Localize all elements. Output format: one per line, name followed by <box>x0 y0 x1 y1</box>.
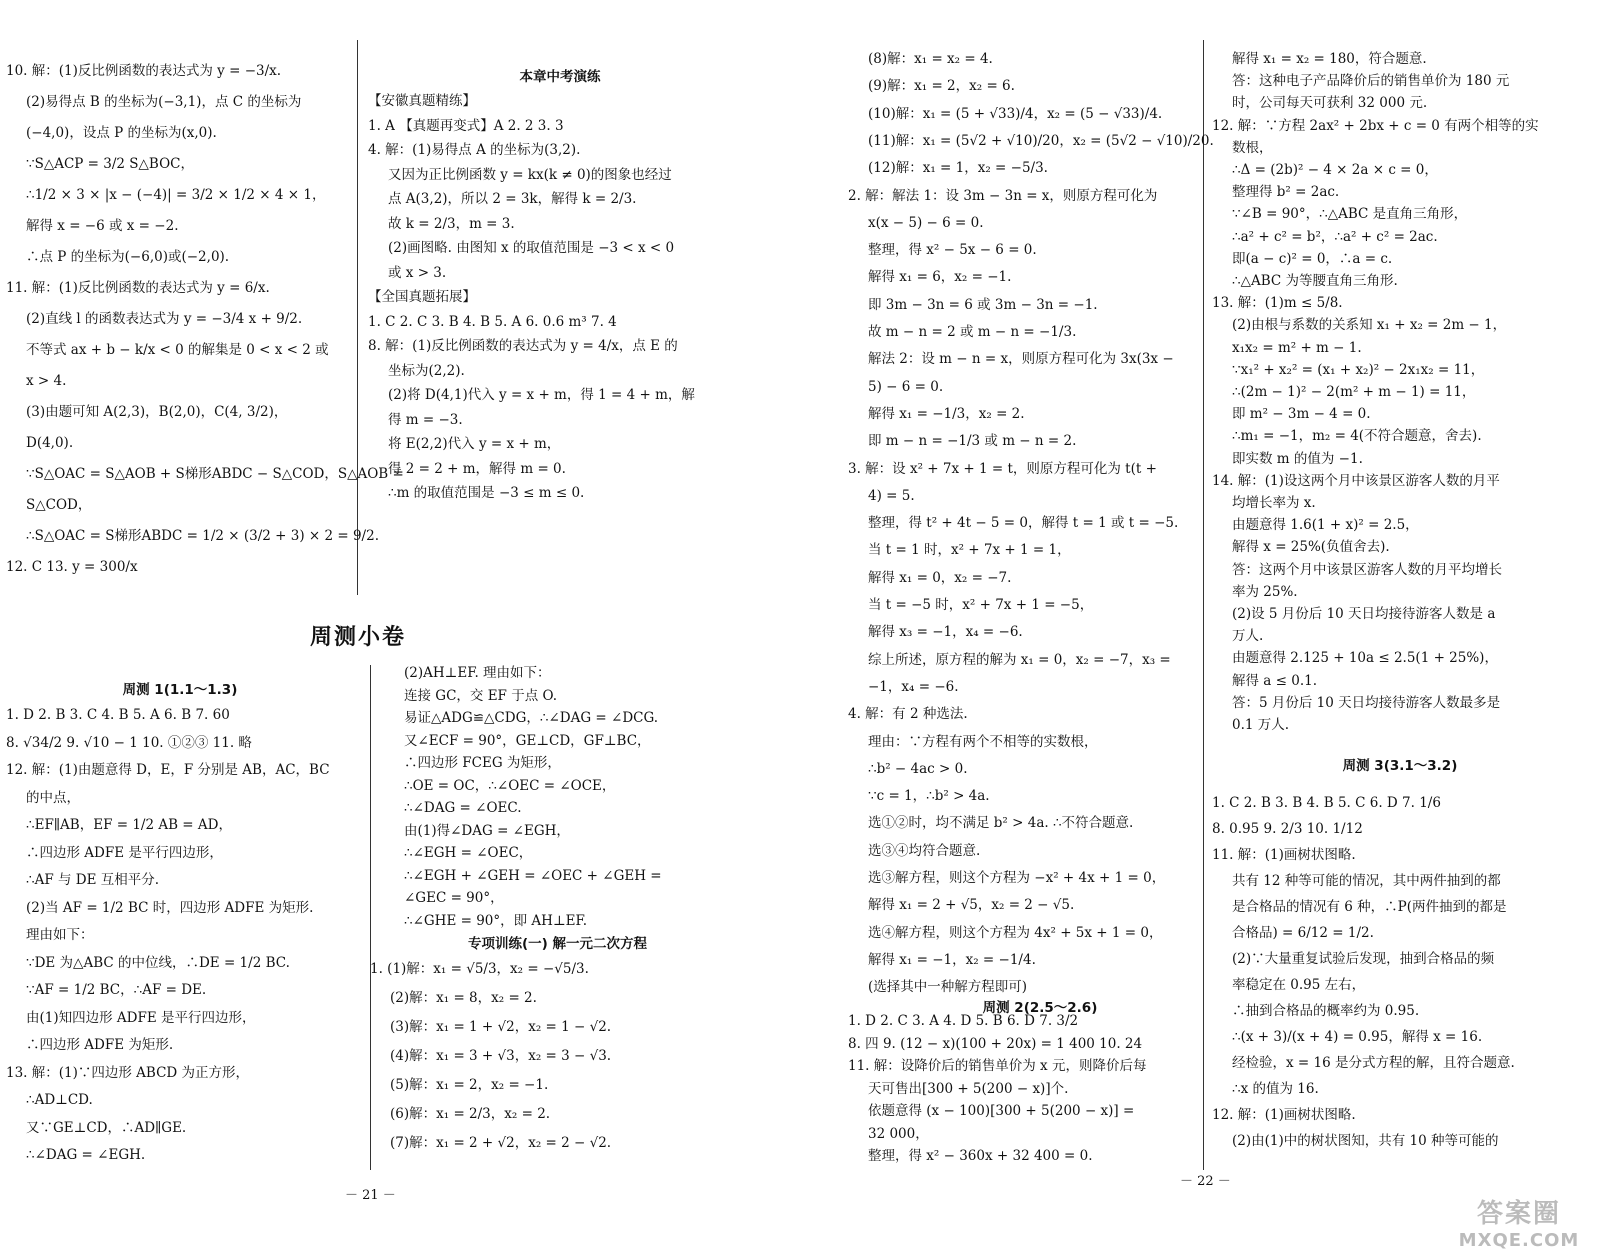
text-line: 4) = 5. <box>868 487 915 504</box>
watermark-logo: 答案圈 MXQE.COM <box>1458 1199 1580 1251</box>
text-line: 14. 解：(1)设这两个月中该景区游客人数的月平 <box>1212 472 1500 489</box>
text-line: 0.1 万人. <box>1232 717 1290 733</box>
text-line: 即实数 m 的值为 −1. <box>1232 450 1363 467</box>
text-line: ∴抽到合格品的概率约为 0.95. <box>1232 1003 1420 1019</box>
text-line: (5)解：x₁ = 2，x₂ = −1. <box>390 1077 549 1093</box>
text-line: S△COD， <box>26 497 92 513</box>
text-line: 答：这种电子产品降价后的销售单价为 180 元 <box>1232 73 1510 90</box>
weekly-test-3-heading: 周测 3(3.1～3.2) <box>1342 758 1458 774</box>
text-line: 的中点， <box>26 789 80 806</box>
text-line: ∵AF = 1/2 BC，∴AF = DE. <box>26 982 207 998</box>
text-line: (2)∵大量重复试验后发现，抽到合格品的频 <box>1232 951 1495 967</box>
text-line: 当 t = −5 时，x² + 7x + 1 = −5， <box>868 597 1094 613</box>
text-line: 【安徽真题精练】 <box>368 93 476 109</box>
text-line: 坐标为(2,2). <box>388 362 465 379</box>
text-line: 即(a − c)² = 0，∴a = c. <box>1232 250 1393 267</box>
text-line: (选择其中一种解方程即可) <box>868 979 1028 996</box>
text-line: 天可售出[300 + 5(200 − x)]个. <box>868 1080 1069 1097</box>
text-line: ∴1/2 × 3 × |x − (−4)| = 3/2 × 1/2 × 4 × 1， <box>26 187 326 203</box>
text-line: x₁x₂ = m² + m − 1. <box>1232 339 1362 356</box>
text-line: 综上所述，原方程的解为 x₁ = 0，x₂ = −7，x₃ = <box>868 651 1171 668</box>
text-line: 5) − 6 = 0. <box>868 378 944 395</box>
text-line: ∵S△ACP = 3/2 S△BOC， <box>26 156 194 172</box>
text-line: 4. 解：(1)易得点 A 的坐标为(3,2). <box>368 142 581 158</box>
text-line: ∴点 P 的坐标为(−6,0)或(−2,0). <box>26 249 230 265</box>
text-line: (−4,0)，设点 P 的坐标为(x,0). <box>26 125 217 141</box>
text-line: 经检验，x = 16 是分式方程的解，且符合题意. <box>1232 1055 1515 1071</box>
text-line: 答：这两个月中该景区游客人数的月平均增长 <box>1232 561 1502 578</box>
text-line: (2)当 AF = 1/2 BC 时，四边形 ADFE 为矩形. <box>26 899 314 916</box>
text-line: 易证△ADG≌△CDG，∴∠DAG = ∠DCG. <box>404 710 659 726</box>
text-line: ∴四边形 FCEG 为矩形， <box>404 755 561 771</box>
text-line: 1. D 2. C 3. A 4. D 5. B 6. D 7. 3/2 <box>848 1013 1079 1029</box>
text-line: (7)解：x₁ = 2 + √2，x₂ = 2 − √2. <box>390 1135 612 1151</box>
text-line: ∵c = 1，∴b² > 4a. <box>868 788 990 805</box>
text-line: 合格品) = 6/12 = 1/2. <box>1232 925 1374 941</box>
text-line: ∴m 的取值范围是 −3 ≤ m ≤ 0. <box>388 485 585 501</box>
text-line: 解得 x = 25%(负值舍去). <box>1232 539 1390 556</box>
text-line: ∵∠B = 90°，∴△ABC 是直角三角形， <box>1232 206 1468 223</box>
text-line: 1. C 2. B 3. B 4. B 5. C 6. D 7. 1/6 <box>1212 795 1441 811</box>
text-line: ∴AD⊥CD. <box>26 1092 93 1108</box>
text-line: 不等式 ax + b − k/x < 0 的解集是 0 < x < 2 或 <box>26 342 329 358</box>
text-line: ∴OE = OC，∴∠OEC = ∠OCE， <box>404 777 616 794</box>
text-line: 解得 x₃ = −1，x₄ = −6. <box>868 624 1023 641</box>
text-line: 即 m² − 3m − 4 = 0. <box>1232 406 1371 423</box>
text-line: 解得 x₁ = −1/3，x₂ = 2. <box>868 405 1025 422</box>
right-page <box>800 0 1600 1257</box>
text-line: 整理，得 t² + 4t − 5 = 0，解得 t = 1 或 t = −5. <box>868 515 1179 532</box>
text-line: 1. D 2. B 3. C 4. B 5. A 6. B 7. 60 <box>6 707 230 723</box>
text-line: 即 3m − 3n = 6 或 3m − 3n = −1. <box>868 296 1098 313</box>
page-number-21: － 21 － <box>345 1188 396 1203</box>
text-line: x(x − 5) − 6 = 0. <box>868 214 984 231</box>
text-line: 1. C 2. C 3. B 4. B 5. A 6. 0.6 m³ 7. 4 <box>368 313 617 330</box>
text-line: 当 t = 1 时，x² + 7x + 1 = 1， <box>868 542 1071 559</box>
text-line: 又∠ECF = 90°，GE⊥CD，GF⊥BC， <box>404 732 651 749</box>
text-line: 解得 x₁ = −1，x₂ = −1/4. <box>868 951 1036 968</box>
text-line: 时，公司每天可获利 32 000 元. <box>1232 95 1428 112</box>
text-line: (12)解：x₁ = 1，x₂ = −5/3. <box>868 160 1048 177</box>
text-line: 万人. <box>1232 628 1264 645</box>
text-line: −1，x₄ = −6. <box>868 678 959 695</box>
text-line: 是合格品的情况有 6 种，∴P(两件抽到的都是 <box>1232 899 1507 915</box>
text-line: 连接 GC，交 EF 于点 O. <box>404 687 558 704</box>
text-line: 整理，得 x² − 360x + 32 400 = 0. <box>868 1148 1093 1164</box>
column-divider-bottom <box>370 665 371 1170</box>
text-line: 解法 2：设 m − n = x，则原方程可化为 3x(3x − <box>868 351 1174 368</box>
text-line: 又因为正比例函数 y = kx(k ≠ 0)的图象也经过 <box>388 166 672 183</box>
text-line: 率稳定在 0.95 左右， <box>1232 977 1366 993</box>
text-line: ∴a² + c² = b²，∴a² + c² = 2ac. <box>1232 228 1438 245</box>
text-line: 又∵GE⊥CD，∴AD∥GE. <box>26 1119 187 1136</box>
weekly-test-1-heading: 周测 1(1.1～1.3) <box>122 682 238 698</box>
text-line: 整理得 b² = 2ac. <box>1232 184 1340 201</box>
text-line: ∴m₁ = −1，m₂ = 4(不符合题意，舍去). <box>1232 428 1482 445</box>
text-line: 解得 x₁ = 6，x₂ = −1. <box>868 269 1012 286</box>
text-line: (9)解：x₁ = 2，x₂ = 6. <box>868 78 1015 95</box>
text-line: 得 m = −3. <box>388 411 463 428</box>
text-line: 解得 x = −6 或 x = −2. <box>26 218 179 234</box>
text-line: (11)解：x₁ = (5√2 + √10)/20，x₂ = (5√2 − √10)/20. <box>868 132 1214 149</box>
text-line: 8. 四 9. (12 − x)(100 + 20x) = 1 400 10. 24 <box>848 1035 1143 1052</box>
text-line: ∴Δ = (2b)² − 4 × 2a × c = 0， <box>1232 162 1438 178</box>
text-line: ∠GEC = 90°， <box>404 890 504 906</box>
text-line: ∴(2m − 1)² − 2(m² + m − 1) = 11， <box>1232 384 1476 400</box>
text-line: 【全国真题拓展】 <box>368 289 476 305</box>
text-line: ∴四边形 ADFE 是平行四边形， <box>26 844 223 861</box>
text-line: (10)解：x₁ = (5 + √33)/4，x₂ = (5 − √33)/4. <box>868 105 1163 122</box>
text-line: ∴∠DAG = ∠EGH. <box>26 1147 146 1163</box>
text-line: 依题意得 (x − 100)[300 + 5(200 − x)] = <box>868 1103 1135 1119</box>
text-line: 选④解方程，则这个方程为 4x² + 5x + 1 = 0， <box>868 924 1163 941</box>
text-line: 解得 x₁ = 2 + √5，x₂ = 2 − √5. <box>868 897 1075 914</box>
text-line: 32 000， <box>868 1125 929 1142</box>
text-line: 1. A 【真题再变式】A 2. 2 3. 3 <box>368 117 564 134</box>
text-line: (3)由题可知 A(2,3)，B(2,0)，C(4, 3/2)， <box>26 404 288 420</box>
text-line: 理由如下： <box>26 927 94 943</box>
text-line: ∴S△OAC = S梯形ABDC = 1/2 × (3/2 + 3) × 2 = 9/2. <box>26 528 379 544</box>
text-line: (2)由根与系数的关系知 x₁ + x₂ = 2m − 1， <box>1232 317 1507 334</box>
text-line: 2. 解：解法 1：设 3m − 3n = x，则原方程可化为 <box>848 187 1158 204</box>
text-line: 点 A(3,2)，所以 2 = 3k，解得 k = 2/3. <box>388 191 637 207</box>
text-line: ∴四边形 ADFE 为矩形. <box>26 1037 174 1053</box>
text-line: 均增长率为 x. <box>1232 495 1316 511</box>
text-line: 数根， <box>1232 139 1273 156</box>
text-line: 11. 解：设降价后的销售单价为 x 元，则降价后每 <box>848 1058 1147 1074</box>
text-line: ∴∠DAG = ∠OEC. <box>404 800 522 816</box>
chapter-exam-heading: 本章中考演练 <box>519 69 601 85</box>
text-line: (4)解：x₁ = 3 + √3，x₂ = 3 − √3. <box>390 1048 612 1064</box>
text-line: ∵x₁² + x₂² = (x₁ + x₂)² − 2x₁x₂ = 11， <box>1232 361 1485 378</box>
text-line: x > 4. <box>26 373 67 389</box>
text-line: 选③④均符合题意. <box>868 842 981 859</box>
text-line: 理由：∵方程有两个不相等的实数根， <box>868 733 1098 750</box>
text-line: 8. 0.95 9. 2/3 10. 1/12 <box>1212 821 1363 837</box>
text-line: ∵DE 为△ABC 的中位线，∴DE = 1/2 BC. <box>26 954 290 971</box>
text-line: 3. 解：设 x² + 7x + 1 = t，则原方程可化为 t(t + <box>848 460 1157 477</box>
text-line: (2)易得点 B 的坐标为(−3,1)，点 C 的坐标为 <box>26 94 302 110</box>
section-title: 周测小卷 <box>310 624 407 650</box>
page-number-22: － 22 － <box>1180 1174 1231 1189</box>
text-line: 或 x > 3. <box>388 264 447 281</box>
text-line: 由(1)得∠DAG = ∠EGH， <box>404 822 570 839</box>
text-line: (2)将 D(4,1)代入 y = x + m，得 1 = 4 + m，解 <box>388 387 695 403</box>
text-line: ∴EF∥AB，EF = 1/2 AB = AD， <box>26 817 232 833</box>
text-line: 解得 a ≤ 0.1. <box>1232 672 1317 689</box>
text-line: ∴x 的值为 16. <box>1232 1081 1319 1097</box>
text-line: 选①②时，均不满足 b² > 4a. ∴不符合题意. <box>868 815 1134 832</box>
text-line: ∴∠EGH = ∠OEC， <box>404 845 533 861</box>
text-line: 13. 解：(1)∵四边形 ABCD 为正方形， <box>6 1064 250 1081</box>
text-line: (3)解：x₁ = 1 + √2，x₂ = 1 − √2. <box>390 1019 612 1035</box>
text-line: (2)直线 l 的函数表达式为 y = −3/4 x + 9/2. <box>26 311 303 327</box>
text-line: 13. 解：(1)m ≤ 5/8. <box>1212 295 1343 312</box>
text-line: 率为 25%. <box>1232 583 1298 600</box>
text-line: 得 2 = 2 + m，解得 m = 0. <box>388 460 566 477</box>
text-line: (2)解：x₁ = 8，x₂ = 2. <box>390 990 537 1006</box>
text-line: 12. 解：(1)由题意得 D，E，F 分别是 AB，AC，BC <box>6 762 330 778</box>
text-line: ∴AF 与 DE 互相平分. <box>26 872 160 888</box>
text-line: ∴b² − 4ac > 0. <box>868 760 968 777</box>
text-line: 解得 x₁ = x₂ = 180，符合题意. <box>1232 51 1427 67</box>
text-line: 将 E(2,2)代入 y = x + m， <box>388 436 561 452</box>
text-line: ∴(x + 3)/(x + 4) = 0.95，解得 x = 16. <box>1232 1029 1483 1045</box>
text-line: 1. (1)解：x₁ = √5/3，x₂ = −√5/3. <box>370 961 589 977</box>
text-line: 8. 解：(1)反比例函数的表达式为 y = 4/x，点 E 的 <box>368 338 678 354</box>
text-line: 故 k = 2/3，m = 3. <box>388 215 515 232</box>
column-divider-top <box>357 40 358 595</box>
text-line: D(4,0). <box>26 435 74 451</box>
text-line: 10. 解：(1)反比例函数的表达式为 y = −3/x. <box>6 63 282 79</box>
text-line: (2)由(1)中的树状图知，共有 10 种等可能的 <box>1232 1133 1499 1149</box>
special-training-heading: 专项训练(一) 解一元二次方程 <box>467 936 648 952</box>
text-line: 11. 解：(1)反比例函数的表达式为 y = 6/x. <box>6 280 270 296</box>
text-line: 由题意得 1.6(1 + x)² = 2.5， <box>1232 517 1419 534</box>
text-line: 解得 x₁ = 0，x₂ = −7. <box>868 569 1012 586</box>
text-line: 4. 解：有 2 种选法. <box>848 706 968 723</box>
text-line: 整理，得 x² − 5x − 6 = 0. <box>868 242 1037 259</box>
text-line: ∵S△OAC = S△AOB + S梯形ABDC − S△COD，S△AOB = <box>26 466 404 482</box>
weekly-test-2-heading: 周测 2(2.5～2.6) <box>982 1000 1098 1016</box>
text-line: 由(1)知四边形 ADFE 是平行四边形， <box>26 1009 256 1026</box>
text-line: (2)设 5 月份后 10 天日均接待游客人数是 a <box>1232 606 1496 622</box>
text-line: 12. 解：∵方程 2ax² + 2bx + c = 0 有两个相等的实 <box>1212 117 1539 134</box>
text-line: ∴△ABC 为等腰直角三角形. <box>1232 273 1398 289</box>
text-line: 由题意得 2.125 + 10a ≤ 2.5(1 + 25%)， <box>1232 650 1498 667</box>
text-line: 共有 12 种等可能的情况，其中两件抽到的都 <box>1232 873 1501 889</box>
text-line: 故 m − n = 2 或 m − n = −1/3. <box>868 324 1077 340</box>
text-line: (2)AH⊥EF. 理由如下： <box>404 665 551 681</box>
text-line: ∴∠GHE = 90°，即 AH⊥EF. <box>404 912 588 929</box>
text-line: 12. C 13. y = 300/x <box>6 559 138 575</box>
text-line: 答：5 月份后 10 天日均接待游客人数最多是 <box>1232 694 1501 711</box>
text-line: (2)画图略. 由图知 x 的取值范围是 −3 < x < 0 <box>388 240 675 256</box>
text-line: 12. 解：(1)画树状图略. <box>1212 1107 1356 1123</box>
text-line: 即 m − n = −1/3 或 m − n = 2. <box>868 433 1077 450</box>
text-line: 8. √34/2 9. √10 − 1 10. ①②③ 11. 略 <box>6 734 252 751</box>
text-line: (8)解：x₁ = x₂ = 4. <box>868 51 993 67</box>
text-line: 11. 解：(1)画树状图略. <box>1212 847 1356 863</box>
text-line: ∴∠EGH + ∠GEH = ∠OEC + ∠GEH = <box>404 867 662 884</box>
text-line: (6)解：x₁ = 2/3，x₂ = 2. <box>390 1106 551 1122</box>
text-line: 选③解方程，则这个方程为 −x² + 4x + 1 = 0， <box>868 870 1166 886</box>
column-divider <box>1203 40 1204 1170</box>
